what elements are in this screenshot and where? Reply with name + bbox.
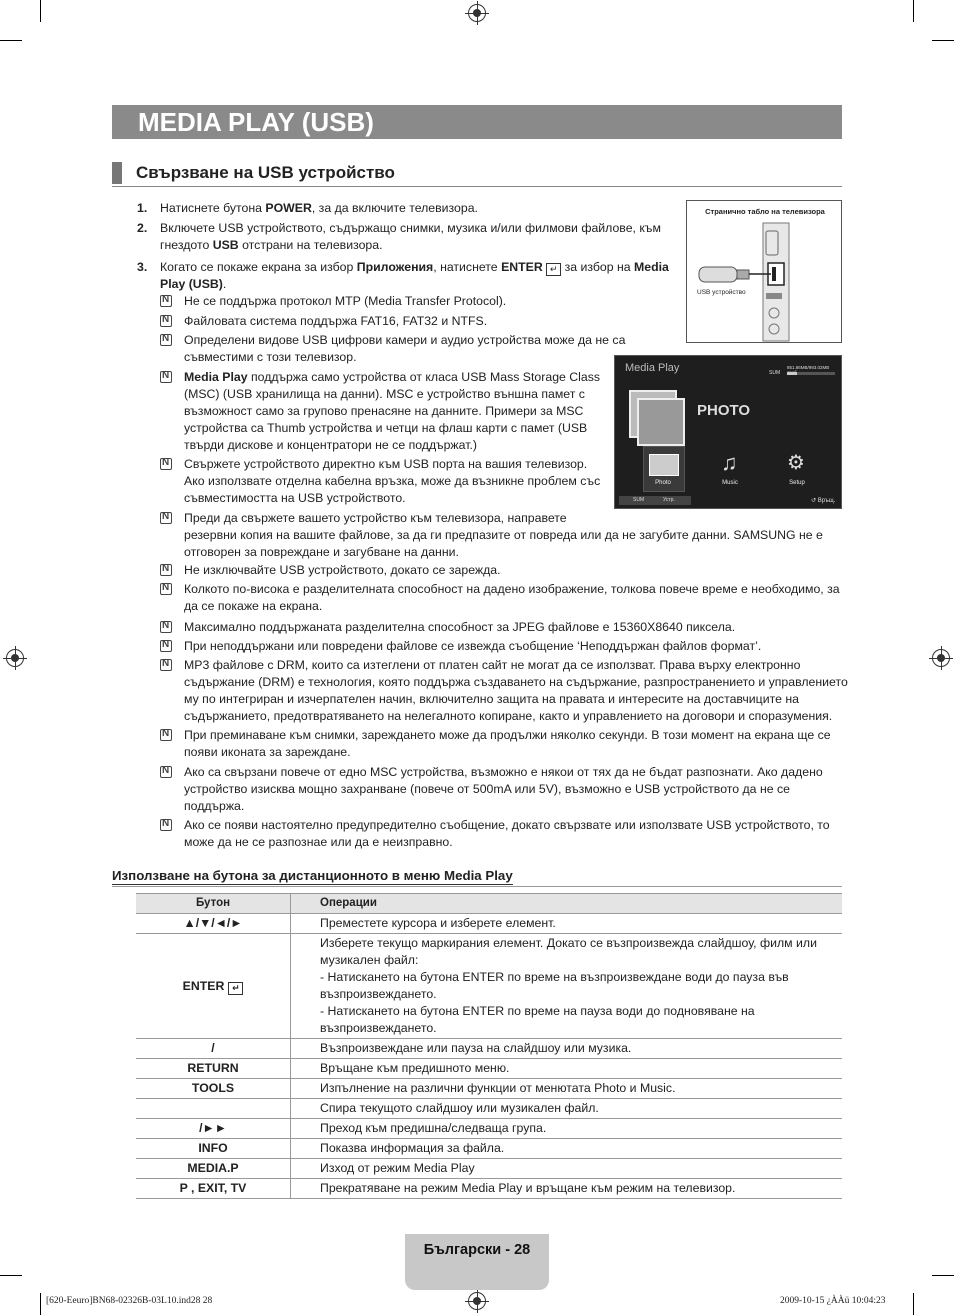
- usb-caption: USB устройство: [697, 289, 746, 296]
- section-marker: [112, 162, 122, 184]
- button-cell: [136, 1179, 291, 1199]
- header-button: Бутон: [136, 894, 291, 914]
- page-number-tab: [405, 1234, 549, 1290]
- header-operations: Операции: [291, 894, 843, 914]
- text-bold: POWER: [265, 201, 312, 215]
- note-icon: [160, 458, 172, 470]
- text-bold: USB: [212, 238, 239, 252]
- note-icon: [160, 621, 172, 633]
- operation-line: възпроизвеждането.: [320, 1021, 437, 1035]
- crop-mark: [40, 1293, 41, 1315]
- screen-title: Media Play: [625, 362, 680, 374]
- text: , за да включите телевизора.: [311, 201, 478, 215]
- gear-icon[interactable]: ⚙: [787, 452, 805, 474]
- music-label: Music: [722, 480, 738, 486]
- note-line: да се покаже на екрана.: [184, 599, 323, 613]
- note-text: [184, 510, 823, 561]
- note-icon: [160, 334, 172, 346]
- note-line: появи иконата за зареждане.: [184, 745, 351, 759]
- note-text: [184, 332, 625, 366]
- note-line: твърди дискове и концентратори не се поддържат.): [184, 438, 477, 452]
- subsection-title: Използване на бутона за дистанционното в меню Media Play: [112, 868, 513, 883]
- back-label: ↺ Връщ.: [811, 498, 836, 504]
- table-header-row: [136, 894, 842, 914]
- table-row: [136, 934, 842, 1039]
- photo-icon: [637, 398, 685, 446]
- text-bold: Play (USB): [160, 277, 223, 291]
- text: Когато се покаже екрана за избор: [160, 260, 357, 274]
- note-line: Максимално поддържаната разделителна способност за JPEG файлове е 15360X8640 пиксела.: [184, 620, 736, 634]
- crop-mark: [913, 0, 914, 22]
- table-row: [136, 1059, 842, 1079]
- button-cell: [136, 1079, 291, 1099]
- table-row: [136, 914, 842, 934]
- note-text: [184, 313, 487, 330]
- note-line: поддържа само устройства от класа USB Mass Storage Class: [247, 370, 601, 384]
- section-title: Свързване на USB устройство: [136, 163, 395, 182]
- registration-mark-icon: [468, 1292, 486, 1310]
- operation-line: Показва информация за файла.: [320, 1141, 505, 1155]
- note-line: При неподдържани или повредени файлове се извежда съобщение ‘Неподдържан файлов формат’.: [184, 639, 762, 653]
- table-row: [136, 1079, 842, 1099]
- crop-mark: [932, 1275, 954, 1276]
- step-3-text: [160, 259, 672, 293]
- note-line: устройства са Thumb устройства и четци на флаш карти с памет (USB: [184, 421, 588, 435]
- note-line: възможност само за групово пренасяне на данните. Примери за MSC: [184, 404, 584, 418]
- note-line: съдържанието, предотвратяването на нелегалното копиране, както и управлението на договори и споразумения.: [184, 709, 833, 723]
- note-line: MP3 файлове с DRM, които са изтеглени от платен сайт не могат да се използват. Права върху електронно: [184, 658, 801, 672]
- section-header: [112, 162, 842, 187]
- operation-line: Спира текущото слайдшоу или музикален файл.: [320, 1101, 599, 1115]
- operations-cell: [291, 1059, 843, 1079]
- button-cell: [136, 1159, 291, 1179]
- text: Включете USB устройството, съдържащо снимки, музика и/или филмови файлове, към: [160, 221, 661, 235]
- print-slug-left: [620-Eeuro]BN68-02326B-03L10.ind28 28: [46, 1296, 213, 1306]
- note-icon: [160, 819, 172, 831]
- page-number: Български - 28: [423, 1242, 531, 1258]
- table-row: [136, 1039, 842, 1059]
- note-line: устройство изисква мощно захранване (повече от 500mA или 5V), възможно е USB устройството да не се: [184, 782, 790, 796]
- operation-line: Прекратяване на режим Media Play и връщане към режим на телевизор.: [320, 1181, 736, 1195]
- step-number: 1.: [137, 201, 148, 215]
- operation-line: - Натискането на бутона ENTER по време на възпроизвеждане води до пауза във: [320, 970, 789, 984]
- operations-cell: [291, 1179, 843, 1199]
- note-icon: [160, 371, 172, 383]
- note-line: поддържа.: [184, 799, 245, 813]
- note-line: му по интегриран и изчерпателен начин, включително защита на правата и интересите на доставчиците на: [184, 692, 799, 706]
- step-1-text: [160, 200, 478, 217]
- crop-mark: [40, 0, 41, 22]
- operation-line: Преместете курсора и изберете елемент.: [320, 916, 556, 930]
- panel-caption: Странично табло на телевизора: [705, 207, 825, 216]
- note-icon: [160, 583, 172, 595]
- note-line: съдържание (DRM) е технология, която поддържа създаването на съдържание, разпространението и управлението: [184, 675, 848, 689]
- photo-label: Photo: [655, 480, 671, 486]
- operation-line: Връщане към предишното меню.: [320, 1061, 510, 1075]
- note-line: съвместими с този телевизор.: [184, 350, 357, 364]
- crop-mark: [932, 40, 954, 41]
- note-line: При преминаване към снимки, зареждането може да продължи няколко секунди. В този момент на екрана ще се: [184, 728, 831, 742]
- table-row: [136, 1139, 842, 1159]
- table-row: [136, 1159, 842, 1179]
- button-name: /: [211, 1041, 215, 1055]
- text-bold: ENTER: [501, 260, 543, 274]
- usb-connection-illustration: [687, 201, 841, 342]
- note-text: [184, 581, 840, 615]
- registration-mark-icon: [932, 649, 950, 667]
- note-icon: [160, 512, 172, 524]
- button-name: INFO: [198, 1141, 228, 1155]
- button-cell: [136, 914, 291, 934]
- setup-label: Setup: [789, 480, 805, 486]
- note-icon: [160, 659, 172, 671]
- note-text: [184, 619, 735, 636]
- operation-line: - Натискането на бутона ENTER по време на пауза води до подновяване на: [320, 1004, 755, 1018]
- text: , натиснете: [433, 260, 502, 274]
- photo-icon: [649, 454, 679, 476]
- crop-mark: [0, 1275, 22, 1276]
- enter-icon: ↵: [228, 982, 243, 995]
- note-line: Ако се появи настоятелно предупредително съобщение, докато свързвате или използвате USB устройството, то: [184, 818, 830, 832]
- media-play-screen: [614, 355, 842, 509]
- text-bold: Приложения: [356, 260, 434, 274]
- table-row: [136, 1099, 842, 1119]
- note-line: резервни копия на вашите файлове, за да ги предпазите от повреда или да не загубите данни. SAMSUNG не е: [184, 528, 823, 542]
- sum-label: SUM: [769, 370, 781, 376]
- operations-cell: [291, 1159, 843, 1179]
- note-line: Файловата система поддържа FAT16, FAT32 и NTFS.: [184, 314, 488, 328]
- button-name: TOOLS: [191, 1081, 235, 1095]
- enter-icon: ↵: [546, 263, 561, 276]
- operation-line: възпроизвеждането.: [320, 987, 437, 1001]
- music-icon[interactable]: ♫: [721, 450, 738, 475]
- note-icon: [160, 766, 172, 778]
- back-text: Връщ.: [817, 498, 836, 504]
- note-line: Определени видове USB цифрови камери и аудио устройства може да не са: [184, 333, 626, 347]
- bottom-sum: SUM: [633, 497, 645, 503]
- print-slug-right: 2009-10-15 ¿ÀÀü 10:04:23: [780, 1296, 886, 1306]
- operations-cell: [291, 934, 843, 1039]
- note-text: [184, 638, 761, 655]
- operation-line: Изпълнение на различни функции от менютата Photo и Music.: [320, 1081, 676, 1095]
- category-label: PHOTO: [697, 402, 751, 419]
- note-line: Преди да свържете вашето устройство към телевизора, направете: [184, 511, 567, 525]
- note-text: [184, 657, 848, 725]
- remote-buttons-table: [136, 893, 842, 1199]
- operations-cell: [291, 1039, 843, 1059]
- note-line: (MSC) (USB хранилища на данни). MSC е устройство външна памет с: [184, 387, 585, 401]
- page-title-bar: [112, 105, 842, 139]
- note-line: Свържете устройството директно към USB порта на вашия телевизор.: [184, 457, 588, 471]
- step-number: 2.: [137, 221, 148, 235]
- note-line: Колкото по-висока е разделителната способност на дадено изображение, толкова повече време е необходимо, за: [184, 582, 840, 596]
- crop-mark: [0, 40, 22, 41]
- text-bold: Media: [634, 260, 669, 274]
- note-icon: [160, 564, 172, 576]
- note-icon: [160, 295, 172, 307]
- operations-cell: [291, 1099, 843, 1119]
- note-text: [184, 727, 831, 761]
- note-text: [184, 369, 600, 454]
- note-text: [184, 817, 830, 851]
- registration-mark-icon: [6, 649, 24, 667]
- button-cell: [136, 1059, 291, 1079]
- button-name: ▲/▼/◄/►: [183, 916, 243, 930]
- note-icon: [160, 640, 172, 652]
- registration-mark-icon: [468, 4, 486, 22]
- button-name: ENTER: [182, 978, 225, 993]
- note-text: [184, 764, 823, 815]
- operations-cell: [291, 1119, 843, 1139]
- step-2-text: [160, 220, 661, 254]
- button-cell: [136, 1039, 291, 1059]
- text: за избор на: [561, 260, 635, 274]
- operation-line: Изход от режим Media Play: [320, 1161, 475, 1175]
- crop-mark: [913, 1293, 914, 1315]
- button-name: /►►: [199, 1121, 227, 1135]
- storage-bar: [787, 372, 835, 375]
- operations-cell: [291, 1139, 843, 1159]
- button-name: RETURN: [187, 1061, 239, 1075]
- tv-side-panel-figure: [686, 200, 842, 343]
- text: .: [222, 277, 227, 291]
- operations-cell: [291, 1079, 843, 1099]
- text: гнездото: [160, 238, 213, 252]
- button-name: P , EXIT, TV: [179, 1181, 247, 1195]
- page-title: MEDIA PLAY (USB): [138, 107, 374, 137]
- note-line: отговорен за повреждане и загубване на данни.: [184, 545, 459, 559]
- button-cell: [136, 1139, 291, 1159]
- device-bar: [619, 496, 691, 505]
- button-name: MEDIA.P: [187, 1161, 239, 1175]
- operation-line: музикален файл:: [320, 953, 419, 967]
- text: отстрани на телевизора.: [238, 238, 383, 252]
- note-line: съвместимостта на USB устройството.: [184, 491, 406, 505]
- note-icon: [160, 315, 172, 327]
- divider: [112, 886, 842, 887]
- button-cell: [136, 1119, 291, 1139]
- note-line: Не изключвайте USB устройството, докато се зарежда.: [184, 563, 501, 577]
- step-number: 3.: [137, 260, 148, 274]
- table-row: [136, 1179, 842, 1199]
- operations-cell: [291, 914, 843, 934]
- button-cell: [136, 934, 291, 1039]
- table-row: [136, 1119, 842, 1139]
- note-text: [184, 562, 501, 579]
- text: Натиснете бутона: [160, 201, 266, 215]
- bottom-device: Устр.: [663, 497, 675, 503]
- note-text: [184, 456, 600, 507]
- button-cell: [136, 1099, 291, 1119]
- storage-info: 851.86MB/993.02MB: [787, 365, 830, 370]
- operation-line: Преход към предишна/следваща група.: [320, 1121, 547, 1135]
- note-line: може да не се разпознае или да е неизправно.: [184, 835, 453, 849]
- note-line: Ако са свързани повече от едно MSC устройства, възможно е някои от тях да не бъдат разпознати. Ако дадено: [184, 765, 823, 779]
- note-text: [184, 293, 506, 310]
- operation-line: Изберете текущо маркирания елемент. Докато се възпроизвежда слайдшоу, филм или: [320, 936, 817, 950]
- note-line: Не се поддържа протокол MTP (Media Transfer Protocol).: [184, 294, 507, 308]
- note-line: Ако използвате отделна кабелна връзка, може да възникне проблем със: [184, 474, 601, 488]
- note-bold: Media Play: [184, 370, 248, 384]
- operation-line: Възпроизвеждане или пауза на слайдшоу или музика.: [320, 1041, 632, 1055]
- note-icon: [160, 729, 172, 741]
